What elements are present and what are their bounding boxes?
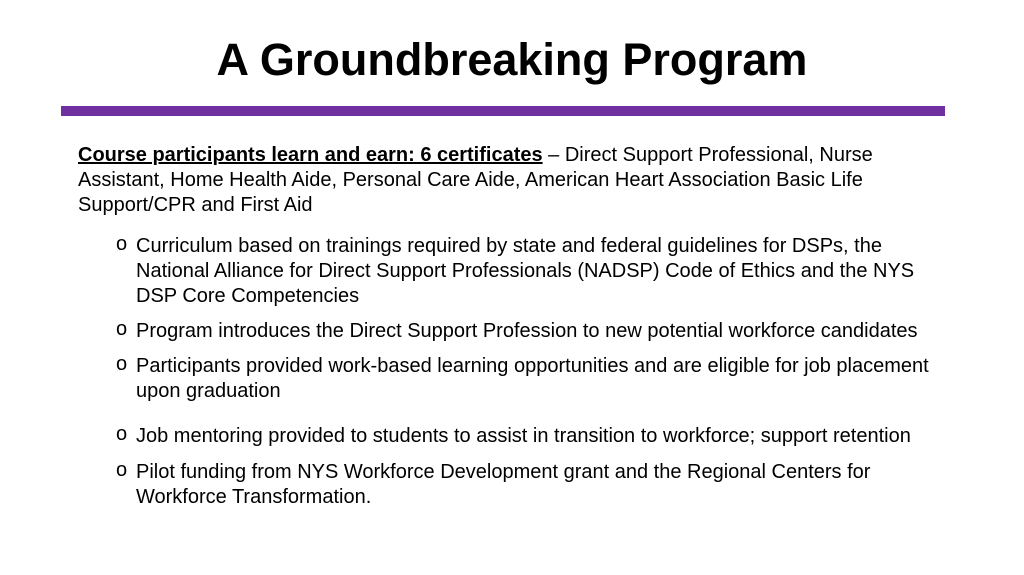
bullet-marker: o xyxy=(116,318,128,340)
slide-title: A Groundbreaking Program xyxy=(216,34,808,85)
list-item xyxy=(116,424,946,449)
intro-lead: Course participants learn and earn: 6 certificates xyxy=(78,144,543,166)
list-item xyxy=(116,354,946,404)
bullet-text: Pilot funding from NYS Workforce Development grant and the Regional Centers for Workforce Transformation. xyxy=(136,461,871,508)
list-item xyxy=(116,319,946,344)
intro-paragraph xyxy=(78,143,958,218)
bullet-text: Job mentoring provided to students to assist in transition to workforce; support retention xyxy=(136,425,911,447)
intro-text: – Direct Support Professional, Nurse Assistant, Home Health Aide, Personal Care Aide, American Heart Association Basic Life Support/CPR and First Aid xyxy=(78,144,873,216)
bullet-marker: o xyxy=(116,459,128,481)
bullet-text: Participants provided work-based learning opportunities and are eligible for job placement upon graduation xyxy=(136,355,929,402)
bullet-text: Program introduces the Direct Support Profession to new potential workforce candidates xyxy=(136,320,918,342)
list-item xyxy=(116,460,946,510)
bullet-text: Curriculum based on trainings required by state and federal guidelines for DSPs, the National Alliance for Direct Support Professionals (NADSP) Code of Ethics and the NYS DSP Core Competencies xyxy=(136,235,915,307)
title-divider xyxy=(61,106,945,116)
bullet-marker: o xyxy=(116,233,128,255)
bullet-marker: o xyxy=(116,353,128,375)
bullet-marker: o xyxy=(116,423,128,445)
bullet-list xyxy=(116,234,946,510)
list-item xyxy=(116,234,946,309)
